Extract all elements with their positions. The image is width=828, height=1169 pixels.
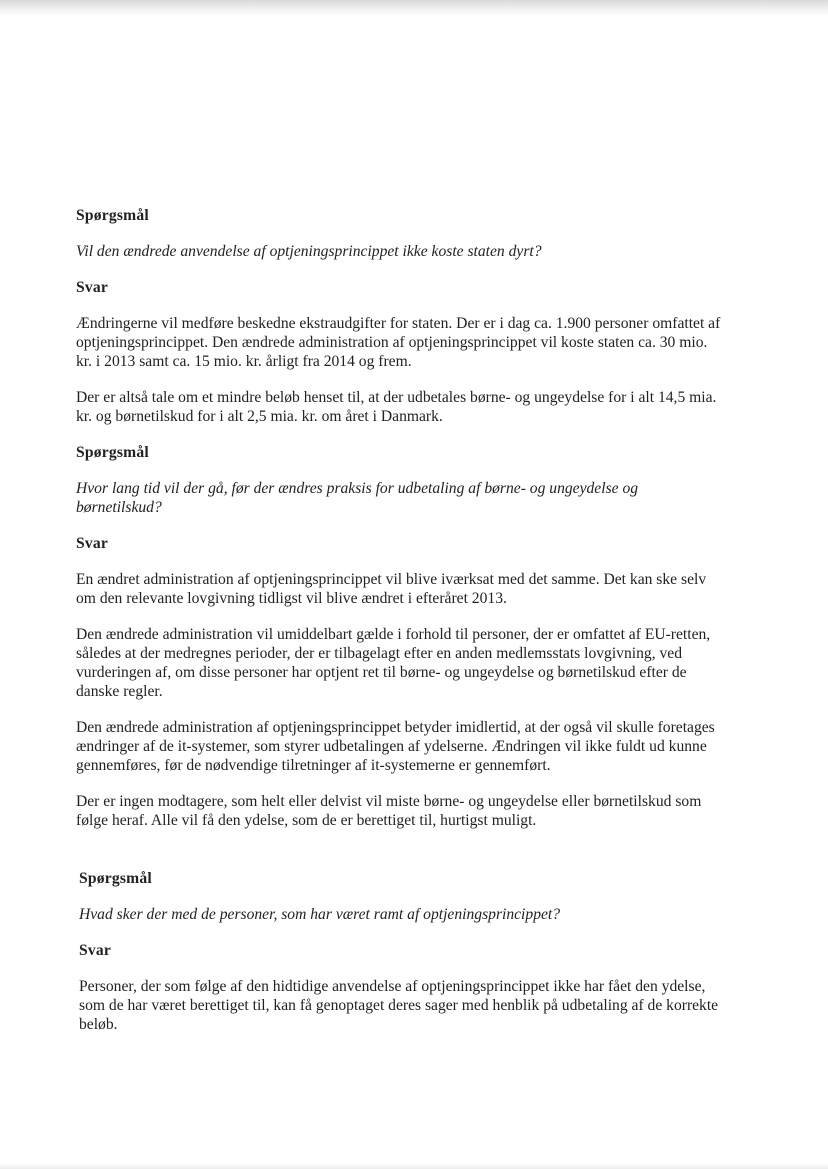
answer-heading: Svar (76, 279, 108, 296)
scan-top-edge (0, 0, 828, 16)
qa-section-3 (79, 869, 759, 1034)
answer-paragraph: Personer, der som følge af den hidtidige anvendelse af optjeningsprincippet ikke har fået den ydelse, som de har været berettiget til, kan få genoptaget deres sager med henblik på udbetaling af de korrekte beløb. (79, 978, 719, 1033)
question-heading: Spørgsmål (76, 444, 149, 461)
answer-paragraph: En ændret administration af optjeningsprincippet vil blive iværksat med det samme. Det kan ske selv om den relevante lovgivning tidligst vil blive ændret i efteråret 2013. (76, 571, 707, 607)
question-heading: Spørgsmål (79, 870, 152, 887)
answer-paragraph: Der er ingen modtagere, som helt eller delvist vil miste børne- og ungeydelse eller børnetilskud som følge heraf. Alle vil få den ydelse, som de er berettiget til, hurtigst muligt. (76, 793, 702, 829)
document-body (76, 206, 756, 830)
question-text: Vil den ændrede anvendelse af optjeningsprincippet ikke koste staten dyrt? (76, 243, 542, 260)
answer-heading: Svar (76, 535, 108, 552)
answer-heading: Svar (79, 942, 111, 959)
answer-paragraph: Den ændrede administration af optjeningsprincippet betyder imidlertid, at der også vil skulle foretages ændringer af de it-systemer, som styrer udbetalingen af ydelserne. Ændringen vil ikke fuldt ud kunne gennemføres, før de nødvendige tilretninger af it-systemerne er gennemført. (76, 719, 715, 774)
answer-paragraph: Ændringerne vil medføre beskedne ekstraudgifter for staten. Der er i dag ca. 1.900 personer omfattet af optjeningsprincippet. Den ændrede administration af optjeningsprincippet vil koste staten ca. 30 mio. kr. i 2013 samt ca. 15 mio. kr. årligt fra 2014 og frem. (76, 315, 721, 370)
scan-bottom-edge (0, 1163, 828, 1169)
answer-paragraph: Der er altså tale om et mindre beløb henset til, at der udbetales børne- og ungeydelse for i alt 14,5 mia. kr. og børnetilskud for i alt 2,5 mia. kr. om året i Danmark. (76, 389, 717, 425)
question-heading: Spørgsmål (76, 207, 149, 224)
answer-paragraph: Den ændrede administration vil umiddelbart gælde i forhold til personer, der er omfattet af EU-retten, således at der medregnes perioder, der er tilbagelagt efter en anden medlemsstats lovgivning, ved vurderingen af, om disse personer har optjent ret til børne- og ungeydelse og børnetilskud efter de danske regler. (76, 626, 711, 700)
qa-section-1 (76, 206, 756, 426)
qa-section-2 (76, 443, 756, 830)
question-text: Hvor lang tid vil der gå, før der ændres praksis for udbetaling af børne- og ungeydelse og børnetilskud? (76, 480, 639, 516)
question-text: Hvad sker der med de personer, som har været ramt af optjeningsprincippet? (79, 906, 561, 923)
